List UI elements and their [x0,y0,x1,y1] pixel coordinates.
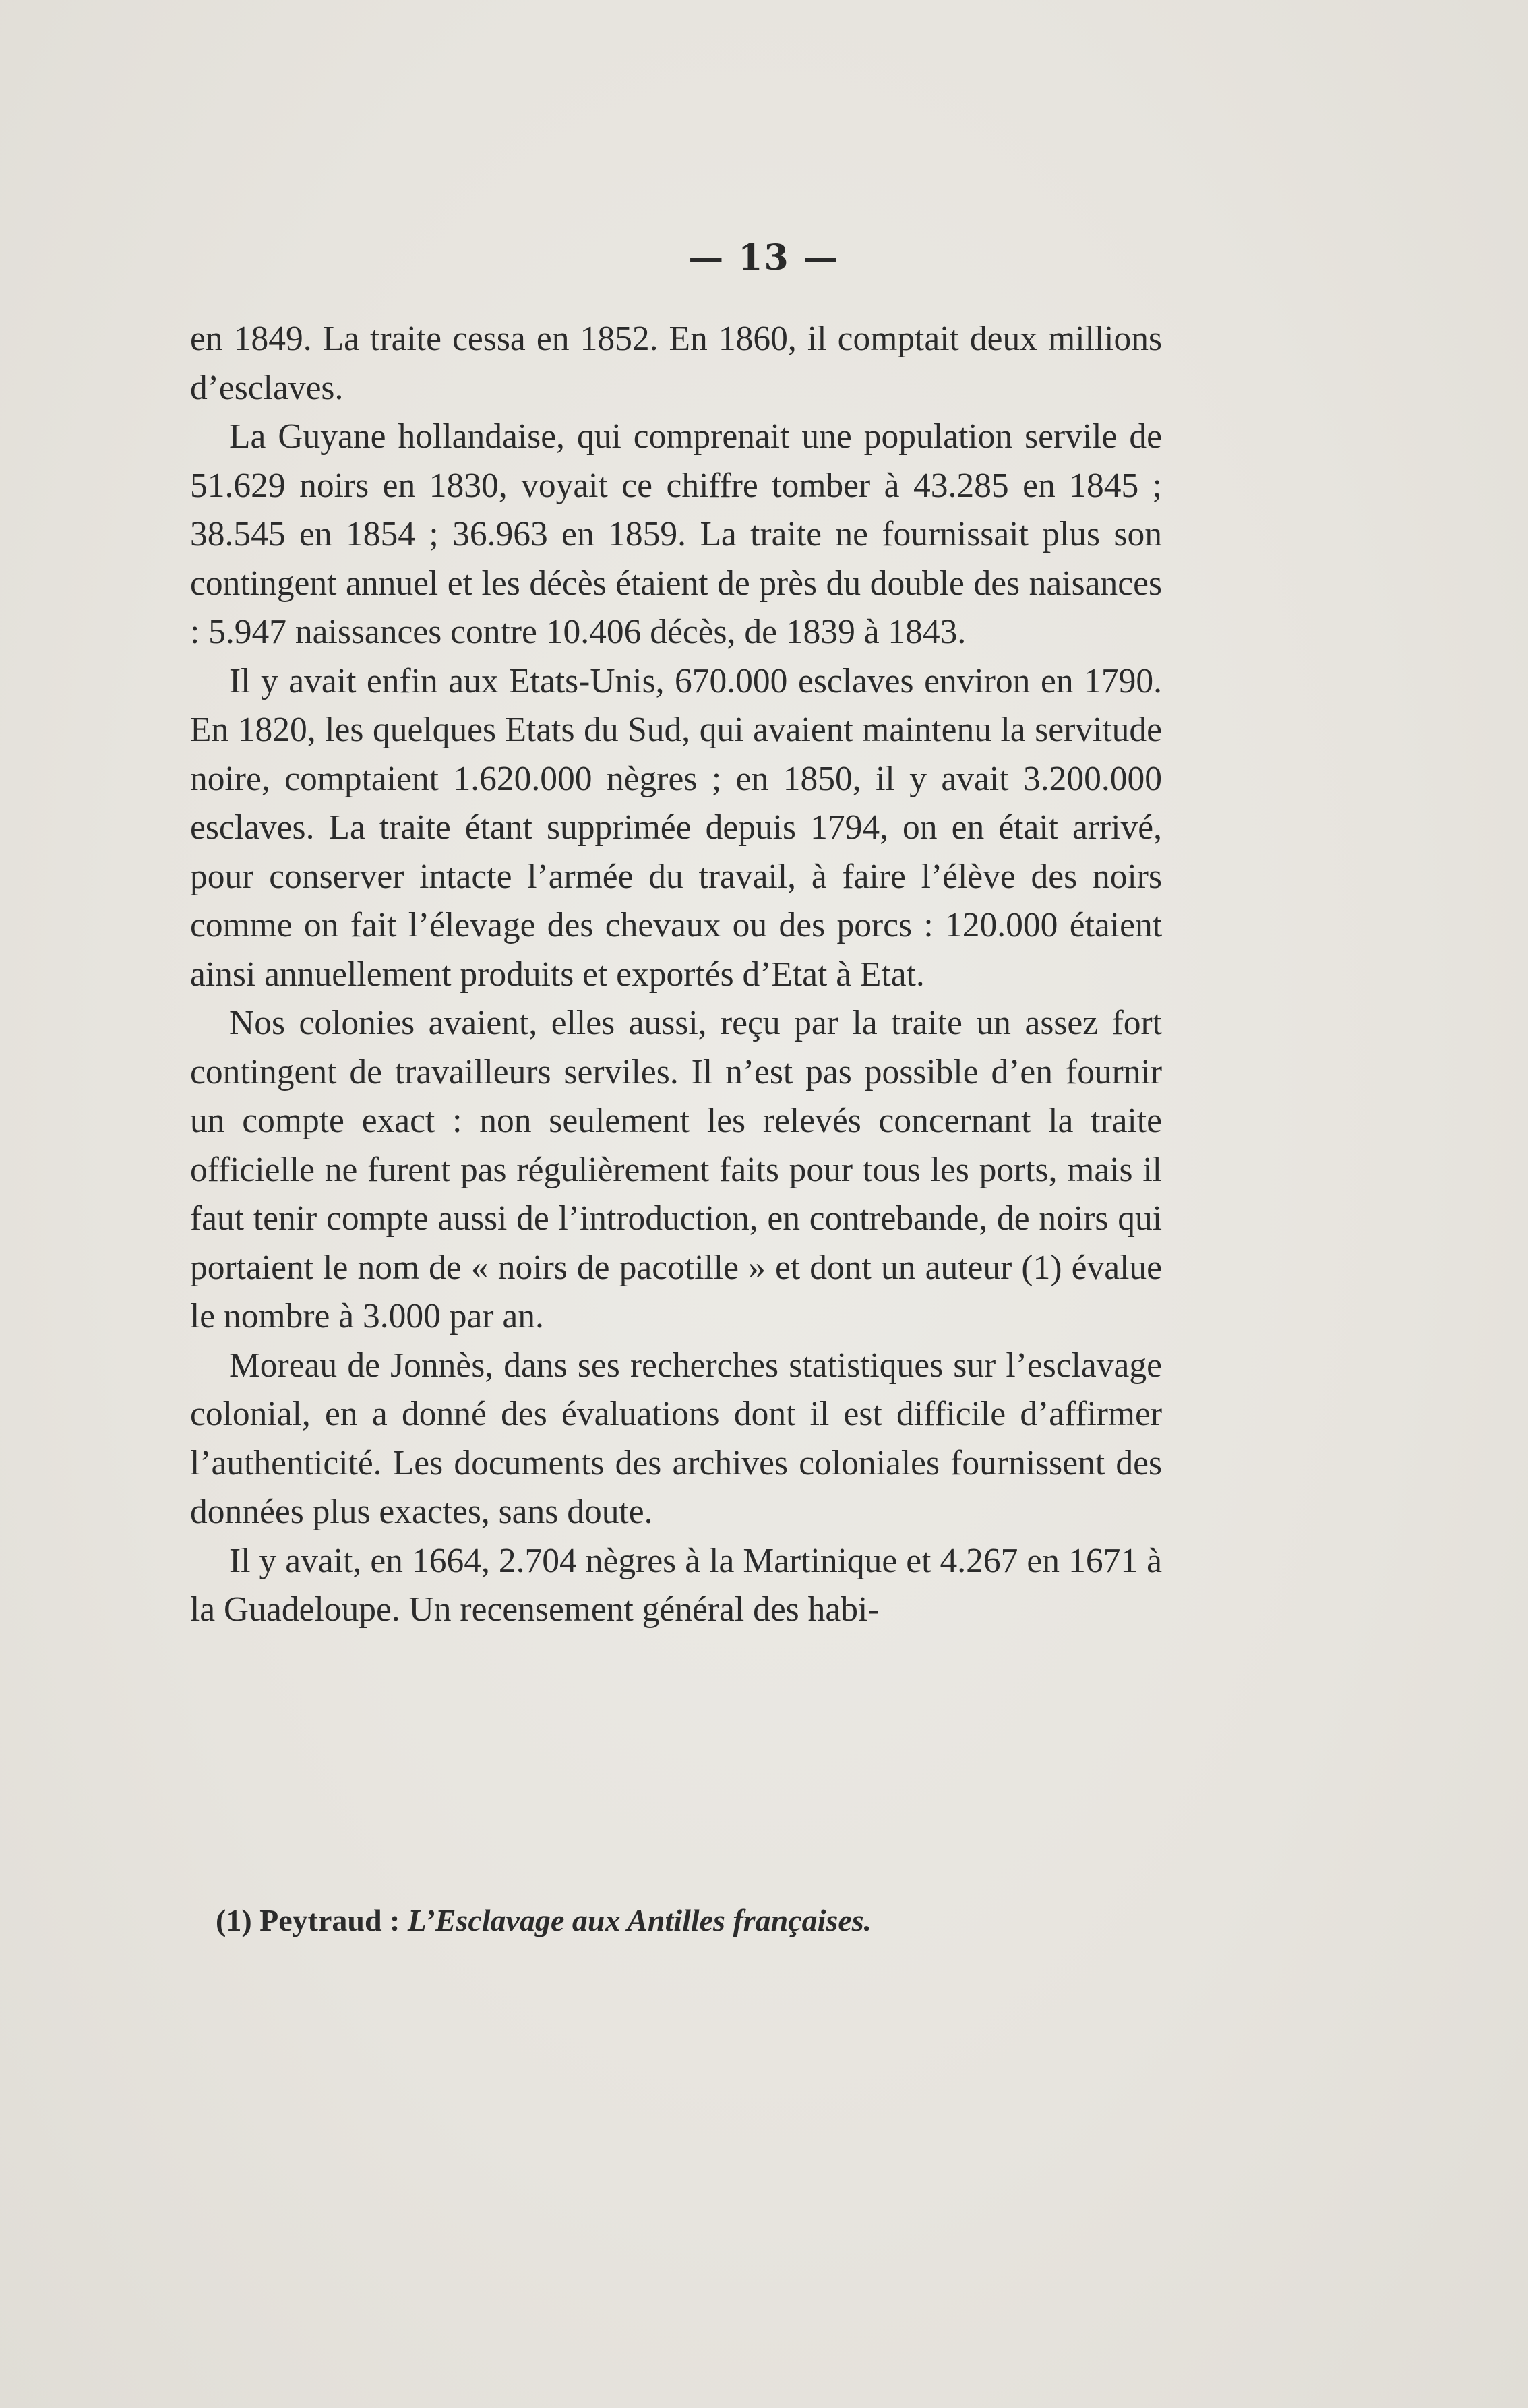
paragraph-5: Moreau de Jonnès, dans ses recherches statistiques sur l’esclavage colonial, en a donné des évaluations dont il est difficile d’affirmer l’authenticité. Les documents des archives coloniales fournissent des données plus exactes, sans doute. [190,1346,1162,1531]
footnote-prefix: (1) Peytraud : [216,1903,408,1937]
paragraph-3: Il y avait enfin aux Etats-Unis, 670.000 esclaves environ en 1790. En 1820, les quelques Etats du Sud, qui avaient maintenu la servitude noire, comptaient 1.620.000 nègres ; en 1850, il y avait 3.200.000 esclaves. La traite étant supprimée depuis 1794, on en était arrivé, pour conserver intacte l’armée du travail, à faire l’élève des noirs comme on fait l’élevage des chevaux ou des porcs : 120.000 étaient ainsi annuellement produits et exportés d’Etat à Etat. [190,661,1162,994]
body-text [190,315,1162,1635]
paragraph-1: en 1849. La traite cessa en 1852. En 1860, il comptait deux millions d’esclaves. [190,320,1162,407]
footnote [216,1902,1173,1938]
page-number: — 13 — [688,237,840,278]
paragraph-6: Il y avait, en 1664, 2.704 nègres à la Martinique et 4.267 en 1671 à la Guadeloupe. Un recensement général des habi- [190,1541,1162,1629]
footnote-title: L’Esclavage aux Antilles françaises. [407,1903,872,1937]
paragraph-4: Nos colonies avaient, elles aussi, reçu par la traite un assez fort contingent de travailleurs serviles. Il n’est pas possible d’en fournir un compte exact : non seulement les relevés concernant la traite officielle ne furent pas régulièrement faits pour tous les ports, mais il faut tenir compte aussi de l’introduction, en contrebande, de noirs qui portaient le nom de « noirs de pacotille » et dont un auteur (1) évalue le nombre à 3.000 par an. [190,1004,1162,1335]
paragraph-2: La Guyane hollandaise, qui comprenait une population servile de 51.629 noirs en 1830, voyait ce chiffre tomber à 43.285 en 1845 ; 38.545 en 1854 ; 36.963 en 1859. La traite ne fournissait plus son contingent annuel et les décès étaient de près du double des naisances : 5.947 naissances contre 10.406 décès, de 1839 à 1843. [190,417,1162,651]
